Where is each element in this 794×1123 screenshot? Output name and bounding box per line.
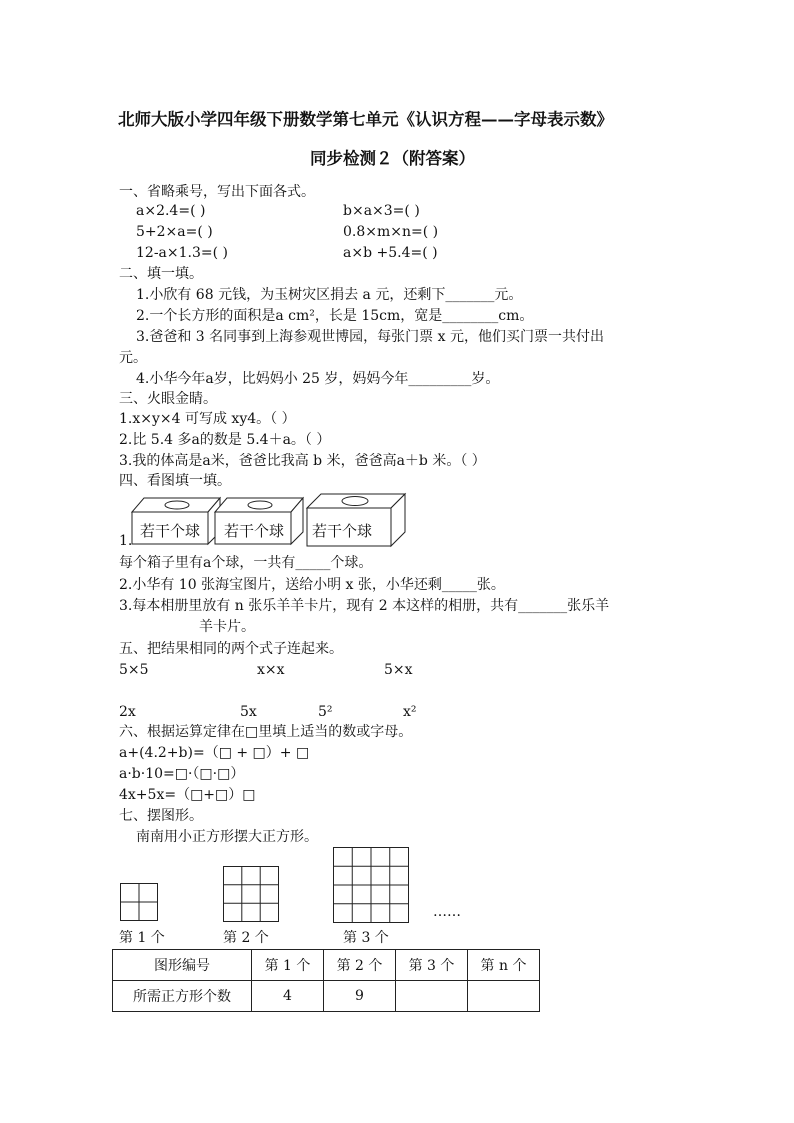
table-header-cell: 图形编号	[113, 950, 252, 981]
s4-question: 3.每本相册里放有 n 张乐羊羊卡片，现有 2 本这样的相册，共有_______张乐羊	[119, 598, 610, 614]
section-5-heading: 五、把结果相同的两个式子连起来。	[119, 641, 343, 657]
s3-question: 3.我的体高是a米，爸爸比我高 b 米，爸爸高a＋b 米。（ ）	[119, 453, 486, 469]
section-2-heading: 二、填一填。	[119, 266, 203, 282]
s5-expression: 5×x	[384, 662, 413, 678]
page-title: 北师大版小学四年级下册数学第七单元《认识方程——字母表示数》	[118, 110, 613, 129]
s3-question: 1.x×y×4 可写成 xy4。（ ）	[119, 411, 296, 427]
s1-item: a×2.4=( )	[136, 203, 206, 219]
s1-item: 12-a×1.3=( )	[136, 245, 228, 261]
table-cell: 9	[324, 981, 396, 1012]
figure-label: 第 2 个	[223, 930, 269, 946]
answer-table	[112, 949, 540, 1012]
s6-question: a·b·10=□·（□·□）	[119, 766, 245, 782]
section-6-heading: 六、根据运算定律在□里填上适当的数或字母。	[119, 724, 413, 740]
figure-label: 第 1 个	[119, 930, 165, 946]
table-header-cell: 第 1 个	[252, 950, 324, 981]
s2-question: 1.小欣有 68 元钱，为玉树灾区捐去 a 元，还剩下_______元。	[136, 287, 523, 303]
table-cell: 所需正方形个数	[113, 981, 252, 1012]
box-label: 若干个球	[312, 522, 373, 540]
box-label: 若干个球	[140, 522, 201, 540]
s2-question: 4.小华今年a岁，比妈妈小 25 岁，妈妈今年_________岁。	[136, 371, 500, 387]
s4-question: 羊卡片。	[199, 619, 255, 635]
grid-figure-2	[223, 866, 279, 922]
table-header-cell: 第 2 个	[324, 950, 396, 981]
s5-expression: 5x	[240, 704, 257, 720]
table-cell[interactable]	[468, 981, 540, 1012]
s2-question: 2.一个长方形的面积是a cm²，长是 15cm，宽是________cm。	[136, 308, 534, 324]
section-7-heading: 七、摆图形。	[119, 808, 203, 824]
s2-question: 元。	[119, 350, 147, 366]
figure-label: 第 3 个	[343, 930, 389, 946]
section-3-heading: 三、火眼金睛。	[119, 391, 217, 407]
ellipsis: ……	[433, 904, 461, 920]
table-row	[113, 981, 540, 1012]
s6-question: a+(4.2+b)=（□ + □）+ □	[119, 745, 310, 761]
box-label: 若干个球	[224, 522, 285, 540]
s6-question: 4x+5x=（□+□）□	[119, 787, 256, 803]
section-4-heading: 四、看图填一填。	[119, 473, 231, 489]
table-cell: 4	[252, 981, 324, 1012]
s1-item: 5+2×a=( )	[136, 224, 213, 240]
s5-expression: x²	[403, 704, 417, 720]
section-1-heading: 一、省略乘号，写出下面各式。	[119, 184, 315, 200]
table-row	[113, 950, 540, 981]
s7-intro: 南南用小正方形摆大正方形。	[136, 829, 318, 845]
s5-expression: x×x	[257, 662, 285, 678]
s4-question-number: 1.	[119, 533, 133, 549]
grid-figure-1	[120, 883, 158, 921]
s2-question: 3.爸爸和 3 名同事到上海参观世博园，每张门票 x 元，他们买门票一共付出	[136, 329, 604, 345]
s5-expression: 5²	[318, 704, 333, 720]
table-header-cell: 第 n 个	[468, 950, 540, 981]
table-header-cell: 第 3 个	[396, 950, 468, 981]
s1-item: b×a×3=( )	[343, 203, 420, 219]
table-cell[interactable]	[396, 981, 468, 1012]
s4-question: 每个箱子里有a个球，一共有_____个球。	[119, 555, 373, 571]
grid-figure-3	[333, 847, 409, 923]
s4-question: 2.小华有 10 张海宝图片，送给小明 x 张，小华还剩_____张。	[119, 577, 505, 593]
s5-expression: 2x	[119, 704, 136, 720]
s1-item: 0.8×m×n=( )	[343, 224, 439, 240]
page-subtitle: 同步检测２（附答案）	[310, 149, 475, 168]
s1-item: a×b +5.4=( )	[343, 245, 438, 261]
s3-question: 2.比 5.4 多a的数是 5.4＋a。（ ）	[119, 432, 331, 448]
s5-expression: 5×5	[119, 662, 149, 678]
